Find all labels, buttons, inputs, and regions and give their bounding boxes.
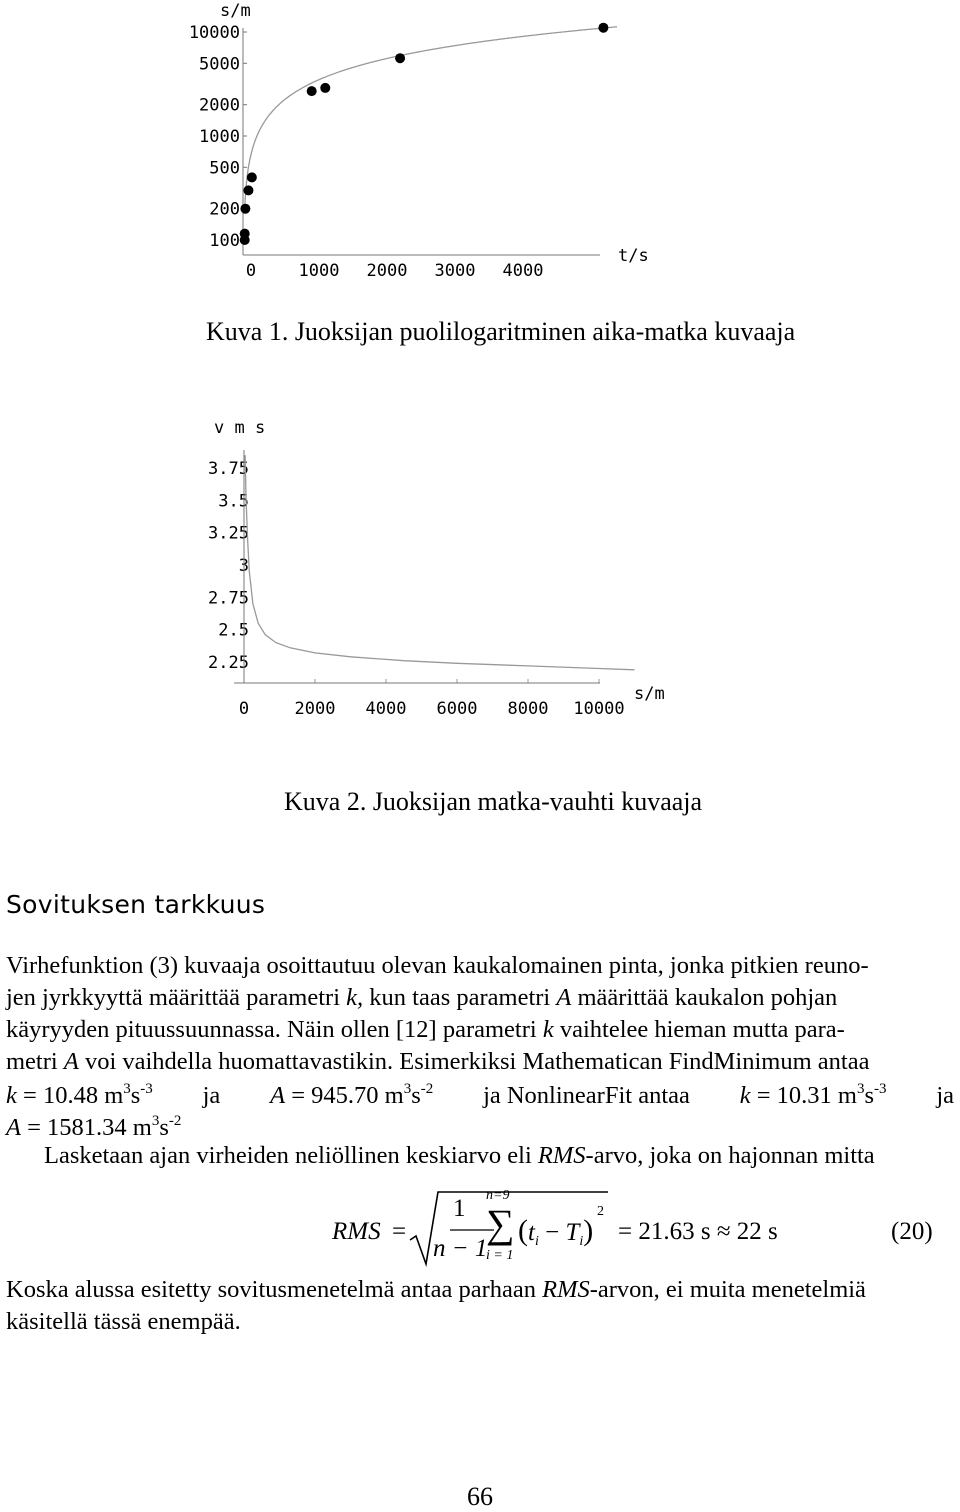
- eq-fraction-numerator: 1: [453, 1195, 466, 1222]
- x-tick-label: 0: [245, 261, 257, 281]
- text-line: Virhefunktion (3) kuvaaja osoittautuu olevan kaukalomainen pinta, jonka pitkien reuno-: [6, 952, 869, 979]
- section-heading: Sovituksen tarkkuus: [6, 890, 266, 919]
- text-line-values: k = 10.48 $m^3s^{-3}$ ja A = 945.70 $m^3s^{-2}$ ja NonlinearFit antaa k = 10.31 $m^3s^{-3}$ ja: [6, 1081, 954, 1109]
- fit-curve: [244, 27, 617, 213]
- y-tick-label: 2000: [199, 95, 240, 116]
- data-point: [307, 86, 317, 96]
- y-tick-label: 2.25: [208, 653, 249, 673]
- y-tick-label: 3.75: [208, 459, 249, 479]
- text-line-values: A = 1581.34 $m^3s^{-2}$: [6, 1113, 182, 1141]
- y-axis-label: v m s: [214, 418, 266, 438]
- text-line: käyryyden pituussuunnassa. Näin ollen [12] parametri k vaihtelee hieman mutta para-: [6, 1016, 845, 1043]
- text-line: jen jyrkkyyttä määrittää parametri k, kun taas parametri A määrittää kaukalon pohjan: [6, 984, 838, 1011]
- data-point: [247, 172, 257, 182]
- y-tick-label: 100: [209, 231, 240, 251]
- y-axis-label: s/m: [220, 1, 251, 21]
- paragraph-3: Koska alussa esitetty sovitusmenetelmä antaa parhaan RMS-arvon, ei muita menetelmiä käsitellä tässä enempää.: [6, 1276, 866, 1335]
- figure-2-caption: Kuva 2. Juoksijan matka-vauhti kuvaaja: [284, 787, 703, 816]
- eq-sum-lower: i = 1: [486, 1248, 514, 1263]
- x-axis-label: t/s: [618, 246, 649, 266]
- y-tick-label: 3.5: [218, 491, 249, 512]
- eq-number: (20): [891, 1218, 933, 1245]
- x-tick-label: 1000: [298, 261, 340, 281]
- x-tick-label: 3000: [434, 261, 476, 281]
- data-point: [243, 185, 253, 195]
- eq-body: $(t_i - T_i)$: [518, 1214, 594, 1249]
- eq-lhs: RMS: [332, 1218, 381, 1245]
- y-tick-label: 500: [209, 158, 240, 179]
- x-axis-label: s/m: [634, 684, 665, 704]
- figure-2-chart: [0, 410, 700, 730]
- speed-curve: [245, 455, 634, 670]
- eq-fraction-denominator: n − 1: [433, 1235, 488, 1262]
- y-tick-label: 10000: [188, 23, 240, 43]
- y-tick-label: 2.75: [208, 588, 249, 609]
- y-tick-label: 1000: [199, 127, 240, 147]
- x-tick-label: 0: [238, 699, 250, 719]
- paragraph-2: Lasketaan ajan virheiden neliöllinen keskiarvo eli RMS-arvo, joka on hajonnan mitta: [44, 1142, 875, 1169]
- eq-equals: =: [392, 1218, 407, 1245]
- figure-1-caption: Kuva 1. Juoksijan puolilogaritminen aika-matka kuvaaja: [206, 317, 796, 346]
- x-tick-label: 2000: [294, 699, 336, 719]
- x-tick-label: 4000: [502, 261, 544, 281]
- x-tick-label: 8000: [507, 699, 549, 719]
- paragraph-1: [6, 950, 954, 1144]
- data-point: [240, 204, 250, 214]
- y-tick-label: 200: [209, 199, 240, 220]
- y-tick-label: 3: [238, 556, 249, 576]
- figure-1-chart: [0, 0, 700, 290]
- data-point: [240, 229, 250, 239]
- y-tick-label: 2.5: [218, 620, 249, 641]
- x-tick-label: 4000: [365, 699, 407, 719]
- eq-result: = 21.63 s ≈ 22 s: [618, 1218, 778, 1245]
- eq-sum-sign: ∑: [486, 1201, 515, 1246]
- x-tick-label: 6000: [436, 699, 478, 719]
- x-tick-label: 2000: [366, 261, 408, 281]
- data-point: [395, 53, 405, 63]
- eq-sum-upper: n=9: [486, 1188, 510, 1203]
- x-tick-label: 10000: [573, 699, 625, 719]
- data-point: [598, 23, 608, 33]
- data-point: [320, 83, 330, 93]
- page-number: 66: [467, 1482, 493, 1511]
- y-tick-label: 3.25: [208, 523, 249, 544]
- y-tick-label: 5000: [199, 54, 240, 75]
- text-line: metri A voi vaihdella huomattavastikin. Esimerkiksi Mathematican FindMinimum antaa: [6, 1048, 870, 1075]
- eq-square: 2: [597, 1204, 604, 1219]
- rms-equation: [0, 1190, 960, 1270]
